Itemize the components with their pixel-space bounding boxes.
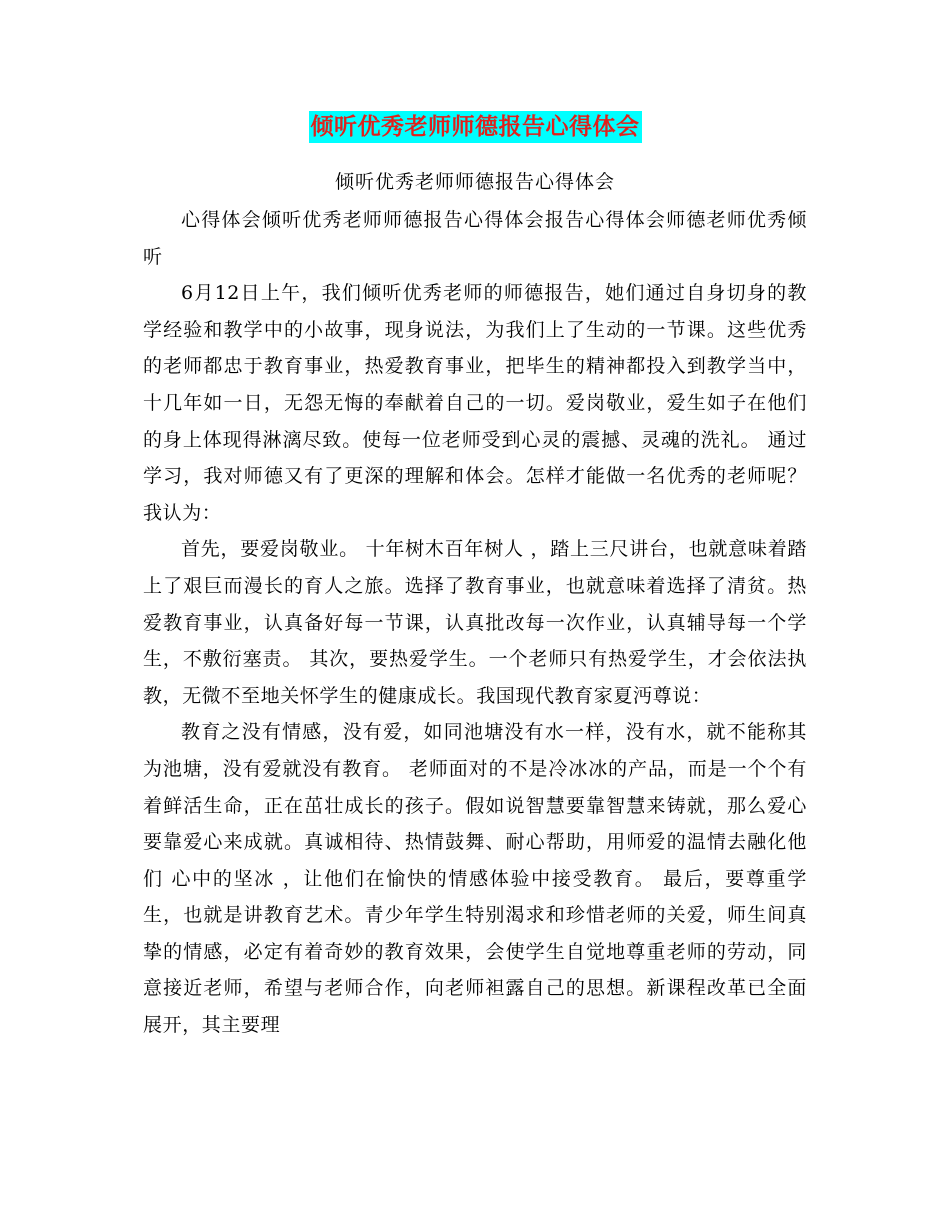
paragraph-keywords: 心得体会倾听优秀老师师德报告心得体会报告心得体会师德老师优秀倾听 (143, 209, 807, 268)
paragraph-intro: 6月12日上午，我们倾听优秀老师的师德报告，她们通过自身切身的教学经验和教学中的小故事，现身说法，为我们上了生动的一节课。这些优秀的老师都忠于教育事业，热爱教育事业，把毕生的精神都投入到教学当中，十几年如一日，无怨无悔的奉献着自己的一切。爱岗敬业，爱生如子在他们的身上体现得淋漓尽致。使每一位老师受到心灵的震撼、灵魂的洗礼。 通过学习，我对师德又有了更深的理解和体会。怎样才能做一名优秀的老师呢？我认为： (143, 282, 807, 524)
document-body (143, 202, 807, 1044)
document-subtitle: 倾听优秀老师师德报告心得体会 (334, 171, 615, 193)
title-container (0, 111, 950, 143)
paragraph-first-point: 首先，要爱岗敬业。 十年树木百年树人 ，踏上三尺讲台，也就意味着踏上了艰巨而漫长的育人之旅。选择了教育事业，也就意味着选择了清贫。热爱教育事业，认真备好每一节课，认真批改每一次作业，认真辅导每一个学生，不敷衍塞责。 其次，要热爱学生。一个老师只有热爱学生，才会依法执教，无微不至地关怀学生的健康成长。我国现代教育家夏沔尊说： (143, 538, 807, 707)
document-title: 倾听优秀老师师德报告心得体会 (309, 111, 642, 143)
paragraph-quote: 教育之没有情感，没有爱，如同池塘没有水一样，没有水，就不能称其为池塘，没有爱就没有教育。 老师面对的不是冷冰冰的产品，而是一个个有着鲜活生命，正在茁壮成长的孩子。假如说智慧要靠智慧来铸就，那么爱心要靠爱心来成就。真诚相待、热情鼓舞、耐心帮助，用师爱的温情去融化他们 心中的坚冰 ，让他们在愉快的情感体验中接受教育。 最后，要尊重学生，也就是讲教育艺术。青少年学生特别渴求和珍惜老师的关爱，师生间真挚的情感，必定有着奇妙的教育效果，会使学生自觉地尊重老师的劳动，同意接近老师，希望与老师合作，向老师袒露自己的思想。新课程改革已全面展开，其主要理 (143, 721, 807, 1037)
